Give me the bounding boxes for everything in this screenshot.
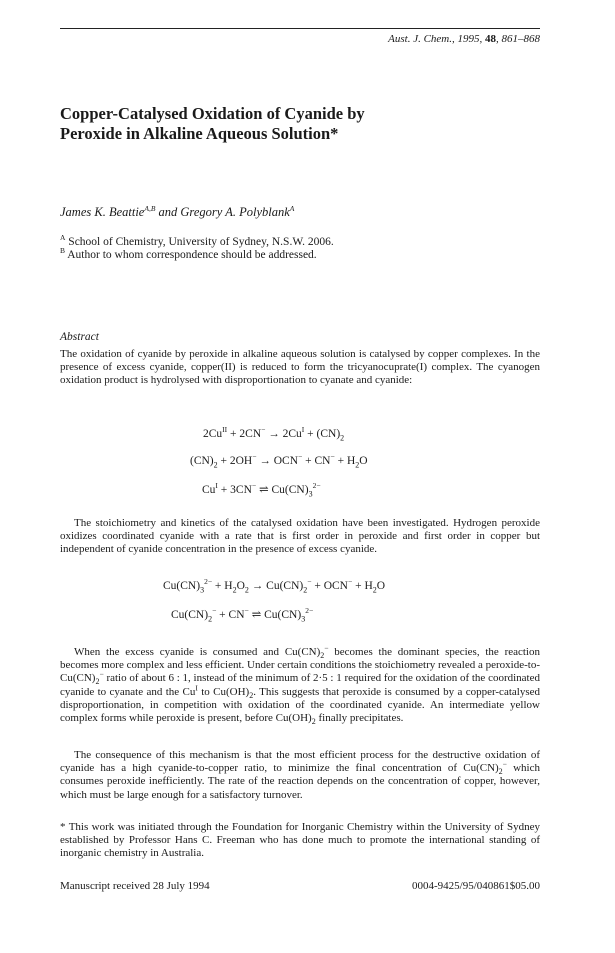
journal-volume: 48: [485, 33, 496, 45]
equation-2: $(CN)_2 + 2OH^- \to OCN^- + CN^- + H_2O$: [190, 452, 368, 470]
equation-4: $Cu(CN)_3^{2-} + H_2O_2 \to Cu(CN)_2^- + OCN^- + H_2O$: [163, 577, 386, 595]
affiliation-a: [60, 233, 334, 248]
equation-5: $Cu(CN)_2^- + CN^-$ ⇌ $Cu(CN)_3^{2-}$: [171, 606, 314, 624]
title-line-2: Peroxide in Alkaline Aqueous Solution*: [60, 124, 339, 143]
author-1: James K. Beattie: [60, 205, 145, 219]
author-1-affiliation-mark: A,B: [144, 203, 156, 213]
article-code: 0004-9425/95/040861$05.00: [411, 880, 540, 892]
abstract-paragraph-1: The oxidation of cyanide by peroxide in alkaline aqueous solution is catalysed by copper complexes. In the presence of excess cyanide, copper(II) is reduced to form the tricyanocuprate(I) complex. The cyanogen oxidation product is hydrolysed with disproportionation to cyanate and cyanide:: [60, 348, 540, 387]
journal-pages: , 861–868: [496, 33, 540, 45]
equation-3: $Cu^I + 3CN^-$ ⇌ $Cu(CN)_3^{2-}$: [202, 481, 321, 499]
abstract-paragraph-2: The stoichiometry and kinetics of the catalysed oxidation have been investigated. Hydrogen peroxide oxidizes coordinated cyanide with a rate that is first order in peroxide and first order in copper but independent of cyanide concentration in the presence of excess cyanide.: [60, 517, 540, 556]
journal-name: Aust. J. Chem.: [388, 33, 452, 45]
manuscript-received: Manuscript received 28 July 1994: [60, 880, 210, 892]
author-line: [60, 205, 294, 220]
title-line-1: Copper-Catalysed Oxidation of Cyanide by: [60, 104, 365, 123]
equation-1: $2Cu^{II} + 2CN^- \to 2Cu^I + (CN)_2$: [203, 425, 345, 443]
abstract-paragraph-3: When the excess cyanide is consumed and $Cu(CN)_2^-$ becomes the dominant species, the reaction becomes more complex and less efficient. Under certain conditions the stoichiometry revealed a peroxide-$to-Cu(CN)_2^-$ ratio of about 6 : 1, instead of the minimum of 2·5 : 1 required for the oxidation of the coordinated cyanide to cyanate and the $Cu^I$ to $Cu(OH)_2$. This suggests that peroxide is consumed by a copper-catalysed disproportionation, in competition with oxidation of the coordinated cyanide. An intermediate yellow complex forms while peroxide is present, before $Cu(OH)_2$ finally precipitates.: [60, 643, 540, 727]
abstract-heading: Abstract: [60, 331, 99, 343]
affiliation-b-text: Author to whom correspondence should be addressed.: [65, 249, 317, 261]
author-2-affiliation-mark: A: [289, 203, 295, 213]
header-rule: [60, 28, 540, 29]
author-2: Gregory A. Polyblank: [180, 205, 290, 219]
affiliation-a-text: School of Chemistry, University of Sydney, N.S.W. 2006.: [65, 236, 334, 248]
affiliation-b: [60, 246, 317, 261]
paper-title: [60, 104, 500, 144]
journal-reference: [388, 33, 540, 45]
footnote: * This work was initiated through the Foundation for Inorganic Chemistry within the University of Sydney established by Professor Hans C. Freeman who has done much to promote the international standing of inorganic chemistry in Australia.: [60, 821, 540, 860]
affiliation-b-mark: B: [60, 246, 66, 256]
author-conjunction: and: [155, 205, 181, 219]
abstract-paragraph-4: The consequence of this mechanism is that the most efficient process for the destructive oxidation of cyanide has a high cyanide-to-copper ratio, to minimize the final concentration of $Cu(CN)_2^-$ which consumes peroxide inefficiently. The rate of the reaction depends on the concentration of copper, however, which must be large enough for a satisfactory turnover.: [60, 749, 540, 801]
affiliation-a-mark: A: [60, 233, 66, 243]
journal-year: , 1995,: [452, 33, 485, 45]
